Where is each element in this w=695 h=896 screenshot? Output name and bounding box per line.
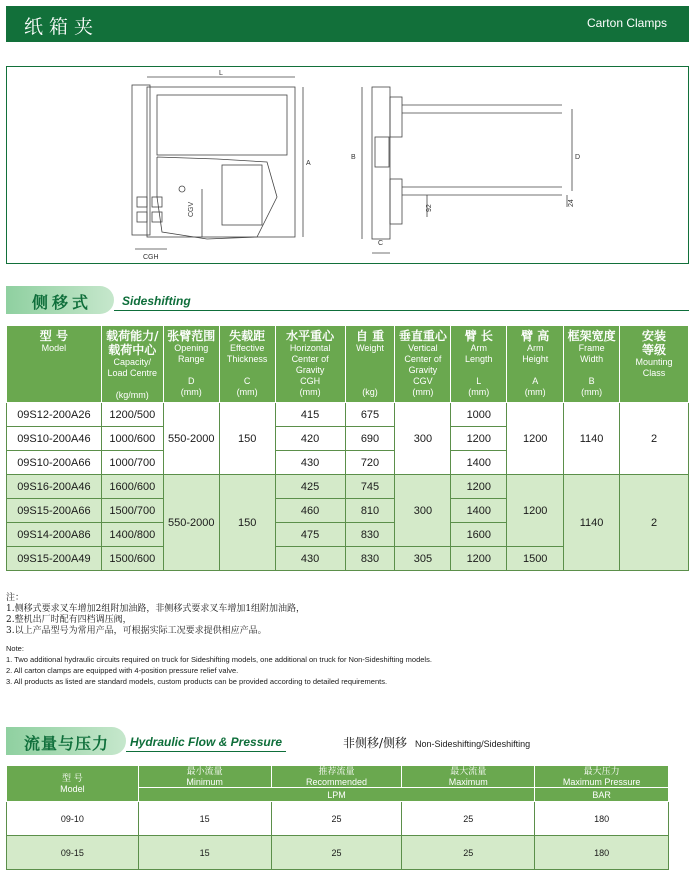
table-row: 09S16-200A46 1600/600 550-2000 150 425 745 300 1200 1200 1140 2 — [7, 475, 689, 499]
front-view-arm — [157, 157, 277, 239]
note-cn-2: 2.整机出厂时配有四档调压阀， — [6, 615, 132, 625]
front-view-cg-mark — [179, 186, 185, 192]
front-view-cylinder — [222, 165, 262, 225]
clamp-drawing-svg — [7, 67, 690, 265]
flow-col-rec: 推荐流量 Recommended — [271, 766, 402, 788]
dim-label-B: B — [351, 154, 356, 161]
note-en-2: 2. All carton clamps are equipped with 4-position pressure relief valve. — [6, 666, 239, 675]
table-row: 09S14-200A86 1400/800 475 830 1600 — [7, 523, 689, 547]
dim-label-92: 92 — [426, 204, 433, 212]
dim-label-A: A — [306, 160, 311, 167]
flow-subtitle-en: Non-Sideshifting/Sideshifting — [415, 739, 531, 749]
col-cgv: 垂直重心 Vertical Center of Gravity CGV (mm) — [395, 326, 451, 403]
table-row: 09S10-200A46 1000/600 420 690 1200 — [7, 427, 689, 451]
front-view-plate — [157, 95, 287, 155]
col-model: 型 号 Model — [7, 326, 102, 403]
section2-title-cn: 流量与压力 — [24, 734, 110, 753]
dim-label-C: C — [378, 240, 384, 247]
col-arm-height: 臂 高 Arm Height A (mm) — [507, 326, 564, 403]
dim-label-CGH: CGH — [143, 254, 159, 261]
page-title-cn: 纸箱夹 — [24, 16, 100, 38]
col-frame-width: 框架宽度 Frame Width B (mm) — [564, 326, 620, 403]
note-en-1: 1. Two additional hydraulic circuits required on truck for Sideshifting models, one additional on truck for Non-Sideshifting models. — [6, 655, 432, 664]
flow-col-pressure: 最大压力 Maximum Pressure — [535, 766, 669, 788]
col-opening: 张臂范围 Opening Range D (mm) — [163, 326, 219, 403]
flow-subtitle — [343, 734, 530, 751]
flow-col-max: 最大流量 Maximum — [402, 766, 535, 788]
note-cn-3: 3.以上产品型号为常用产品，可根据实际工况要求提供相应产品。 — [6, 626, 267, 636]
flow-col-min: 最小流量 Minimum — [138, 766, 271, 788]
notes — [6, 593, 432, 687]
page-title-en: Carton Clamps — [586, 16, 667, 30]
section-title-cn: 侧移式 — [32, 293, 93, 312]
front-view-frame — [147, 87, 295, 237]
col-mounting: 安装等级 Mounting Class — [620, 326, 689, 403]
col-cgh: 水平重心 Horizontal Center of Gravity CGH (mm) — [275, 326, 345, 403]
notes-title-cn: 注： — [6, 593, 25, 603]
section-hydraulic — [6, 727, 336, 755]
dim-label-CGV: CGV — [188, 201, 195, 217]
flow-table — [6, 765, 669, 870]
table-row: 09S15-200A49 1500/600 430 830 305 1200 1500 — [7, 547, 689, 571]
page-header — [6, 6, 689, 42]
section2-title-en: Hydraulic Flow & Pressure — [130, 735, 283, 749]
flow-unit-lpm: LPM — [138, 788, 534, 802]
col-capacity: 载荷能力/载荷中心 Capacity/ Load Centre (kg/mm) — [101, 326, 163, 403]
note-cn-1: 1.侧移式要求叉车增加2组附加油路，非侧移式要求叉车增加1组附加油路， — [6, 604, 306, 614]
section-sideshifting — [6, 286, 689, 314]
spec-table — [6, 325, 689, 571]
table-row: 09-15 15 25 25 180 — [7, 836, 669, 870]
dim-label-D: D — [575, 154, 581, 161]
col-thickness: 失载距 Effective Thickness C (mm) — [219, 326, 275, 403]
flow-col-model: 型 号 Model — [7, 766, 139, 802]
notes-title-en: Note: — [6, 644, 24, 653]
table-row: 09S10-200A66 1000/700 430 720 1400 — [7, 451, 689, 475]
note-en-3: 3. All products as listed are standard models, custom products can be provided according to detailed requirements. — [6, 677, 388, 686]
table-row: 09S12-200A26 1200/500 550-2000 150 415 675 300 1000 1200 1140 2 — [7, 403, 689, 427]
flow-header-row — [7, 766, 669, 788]
table-row: 09S15-200A66 1500/700 460 810 1400 — [7, 499, 689, 523]
flow-subtitle-cn: 非侧移/侧移 — [343, 736, 408, 750]
table-row: 09-10 15 25 25 180 — [7, 802, 669, 836]
spec-header-row — [7, 326, 689, 403]
flow-unit-bar: BAR — [535, 788, 669, 802]
col-weight: 自 重 Weight (kg) — [345, 326, 395, 403]
col-arm-length: 臂 长 Arm Length L (mm) — [451, 326, 507, 403]
dim-label-L: L — [219, 70, 223, 77]
technical-drawing — [6, 66, 689, 264]
section-title-en: Sideshifting — [122, 294, 191, 308]
dim-label-24: 24 — [568, 199, 575, 207]
